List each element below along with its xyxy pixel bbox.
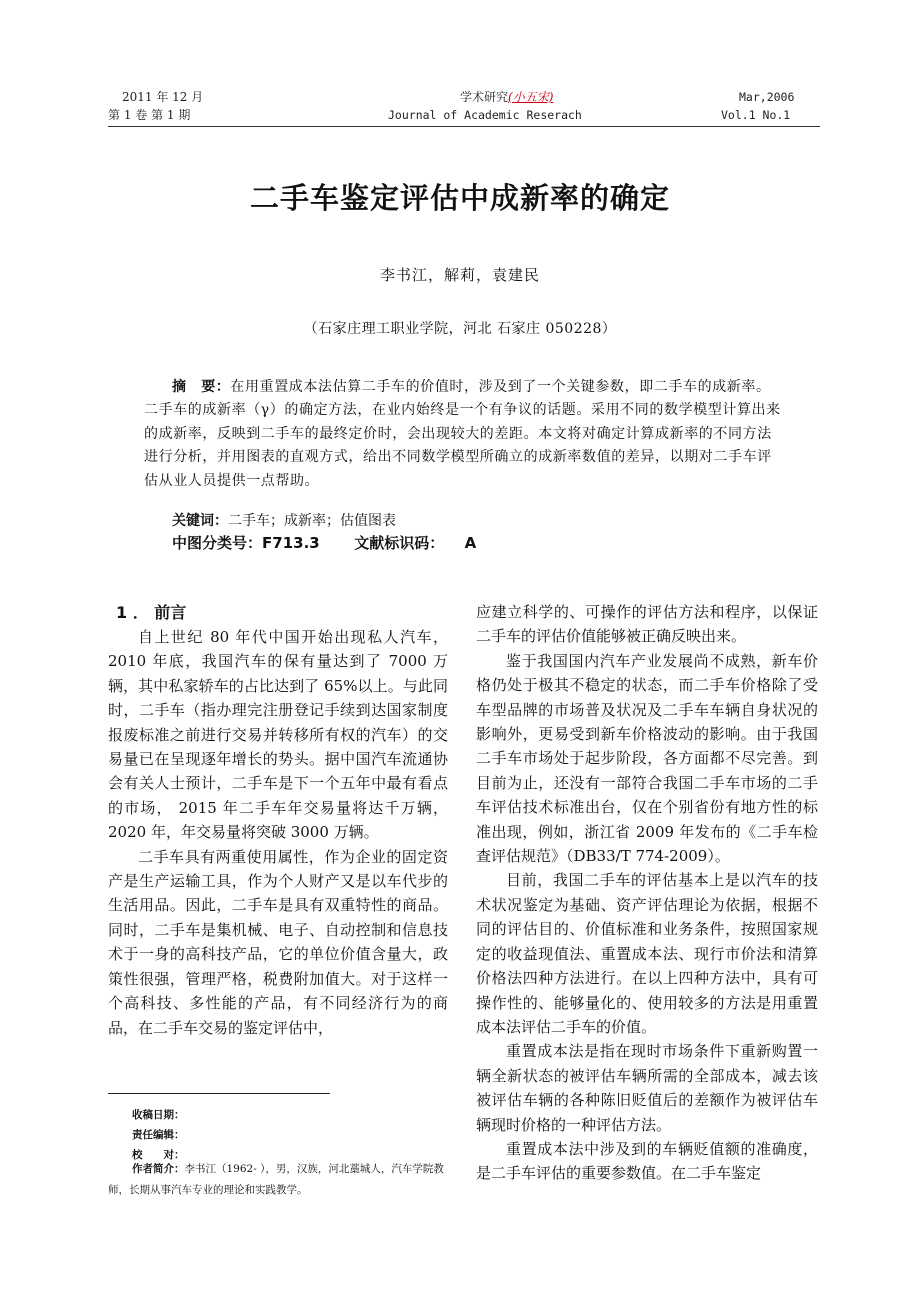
paragraph: 自上世纪 80 年代中国开始出现私人汽车，2010 年底，我国汽车的保有量达到了 7000 万辆，其中私家轿车的占比达到了 65%以上。与此同时，二手车（指办理完注册登记手续到达国家制度报废标准之前进行交易并转移所有权的汽车）的交易量已在呈现逐年增长的势头。据中国汽车流通协会有关人士预计，二手车是下一个五年中最有看点的市场， 2015 年二手车年交易量将达千万辆，2020 年，年交易量将突破 3000 万辆。 (108, 628, 448, 842)
affiliation: （石家庄理工职业学院，河北 石家庄 050228） (303, 321, 617, 337)
header-date-en: Mar,2006 (739, 90, 795, 104)
keywords (172, 510, 396, 530)
abstract-label: 摘 要： (172, 379, 231, 395)
footnote-rule (108, 1093, 330, 1094)
header-vol-en: Vol.1 No.1 (721, 108, 791, 122)
header-date: 2011 年 12 月 (122, 90, 204, 104)
journal-name-cn: 学术研究 (460, 90, 509, 104)
paragraph: 目前，我国二手车的评估基本上是以汽车的技术状况鉴定为基础、资产评估理论为依据，根据不同的评估目的、价值标准和业务条件，按照国家规定的收益现值法、重置成本法、现行市价法和清算价格法四种方法进行。在以上四种方法中，具有可操作性的、能够量化的、使用较多的方法是用重置成本法评估二手车的价值。 (476, 871, 818, 1036)
footnote-author: 作者简介：李书江（1962- ），男，汉族，河北藁城人，汽车学院教师，长期从事汽车专业的理论和实践教学。 (108, 1163, 444, 1196)
paragraph: 重置成本法是指在现时市场条件下重新购置一辆全新状态的被评估车辆所需的全部成本，减去该被评估车辆的各种陈旧贬值后的差额作为被评估车辆现时价格的一种评估方法。 (476, 1042, 818, 1134)
abstract-text: 在用重置成本法估算二手车的价值时，涉及到了一个关键参数，即二手车的成新率。二手车的成新率（γ）的确定方法，在业内始终是一个有争议的话题。采用不同的数学模型计算出来的成新率，反映到二手车的最终定价时，会出现较大的差距。本文将对确定计算成新率的不同方法进行分析，并用图表的直观方式，给出不同数学模型所确立的成新率数值的差异，以期对二手车评估从业人员提供一点帮助。 (144, 379, 781, 489)
footnote-editor: 责任编辑： (132, 1129, 185, 1141)
header-rule (108, 126, 820, 127)
footnote-proof: 校 对： (132, 1149, 185, 1161)
paragraph: 应建立科学的、可操作的评估方法和程序，以保证二手车的评估价值能够被正确反映出来。 (476, 603, 818, 646)
clc-label: 中图分类号： (172, 534, 263, 552)
footnote-author-text: 李书江（1962- ），男，汉族，河北藁城人，汽车学院教师，长期从事汽车专业的理论和实践教学。 (108, 1163, 444, 1196)
header-journal-cn (460, 89, 553, 105)
paper-title: 二手车鉴定评估中成新率的确定 (249, 181, 670, 215)
clc-value: F713.3 (262, 534, 320, 552)
paragraph: 鉴于我国国内汽车产业发展尚不成熟，新车价格仍处于极其不稳定的状态，而二手车价格除了受车型品牌的市场普及状况及二手车车辆自身状况的影响外，更易受到新车价格波动的影响。由于我国二手车市场处于起步阶段，各方面都不尽完善。到目前为止，还没有一部符合我国二手车市场的二手车评估技术标准出台，仅在个别省份有地方性的标准出现，例如，浙江省 2009 年发布的《二手车检查评估规范》（DB33/T 774-2009）。 (476, 651, 818, 866)
section-heading-intro: 1 ． 前言 (116, 603, 187, 622)
header-volume: 第 1 卷 第 1 期 (108, 108, 191, 122)
paragraph: 二手车具有两重使用属性，作为企业的固定资产是生产运输工具，作为个人财产又是以车代步的生活用品。因此，二手车是具有双重特性的商品。同时，二手车是集机械、电子、自动控制和信息技术于一身的高科技产品，它的单位价值含量大，政策性很强，管理严格，税费附加值大。对于这样一个高科技、多性能的产品，有不同经济行为的商品，在二手车交易的鉴定评估中， (108, 847, 448, 1037)
keywords-text: 二手车；成新率；估值图表 (228, 513, 396, 529)
font-size-tag: (小五宋) (508, 90, 554, 104)
paragraph: 重置成本法中涉及到的车辆贬值额的准确度，是二手车评估的重要参数值。在二手车鉴定 (476, 1139, 818, 1183)
right-column (476, 600, 818, 1186)
abstract (144, 376, 784, 493)
doc-code-label: 文献标识码： (354, 534, 445, 552)
left-column (108, 625, 448, 1040)
authors: 李书江，解莉，袁建民 (379, 266, 540, 284)
footnote-received: 收稿日期： (132, 1109, 185, 1121)
header-journal-en: Journal of Academic Reserach (388, 108, 582, 122)
classification (172, 532, 476, 553)
keywords-label: 关键词： (172, 513, 228, 529)
doc-code-value: A (464, 534, 477, 552)
